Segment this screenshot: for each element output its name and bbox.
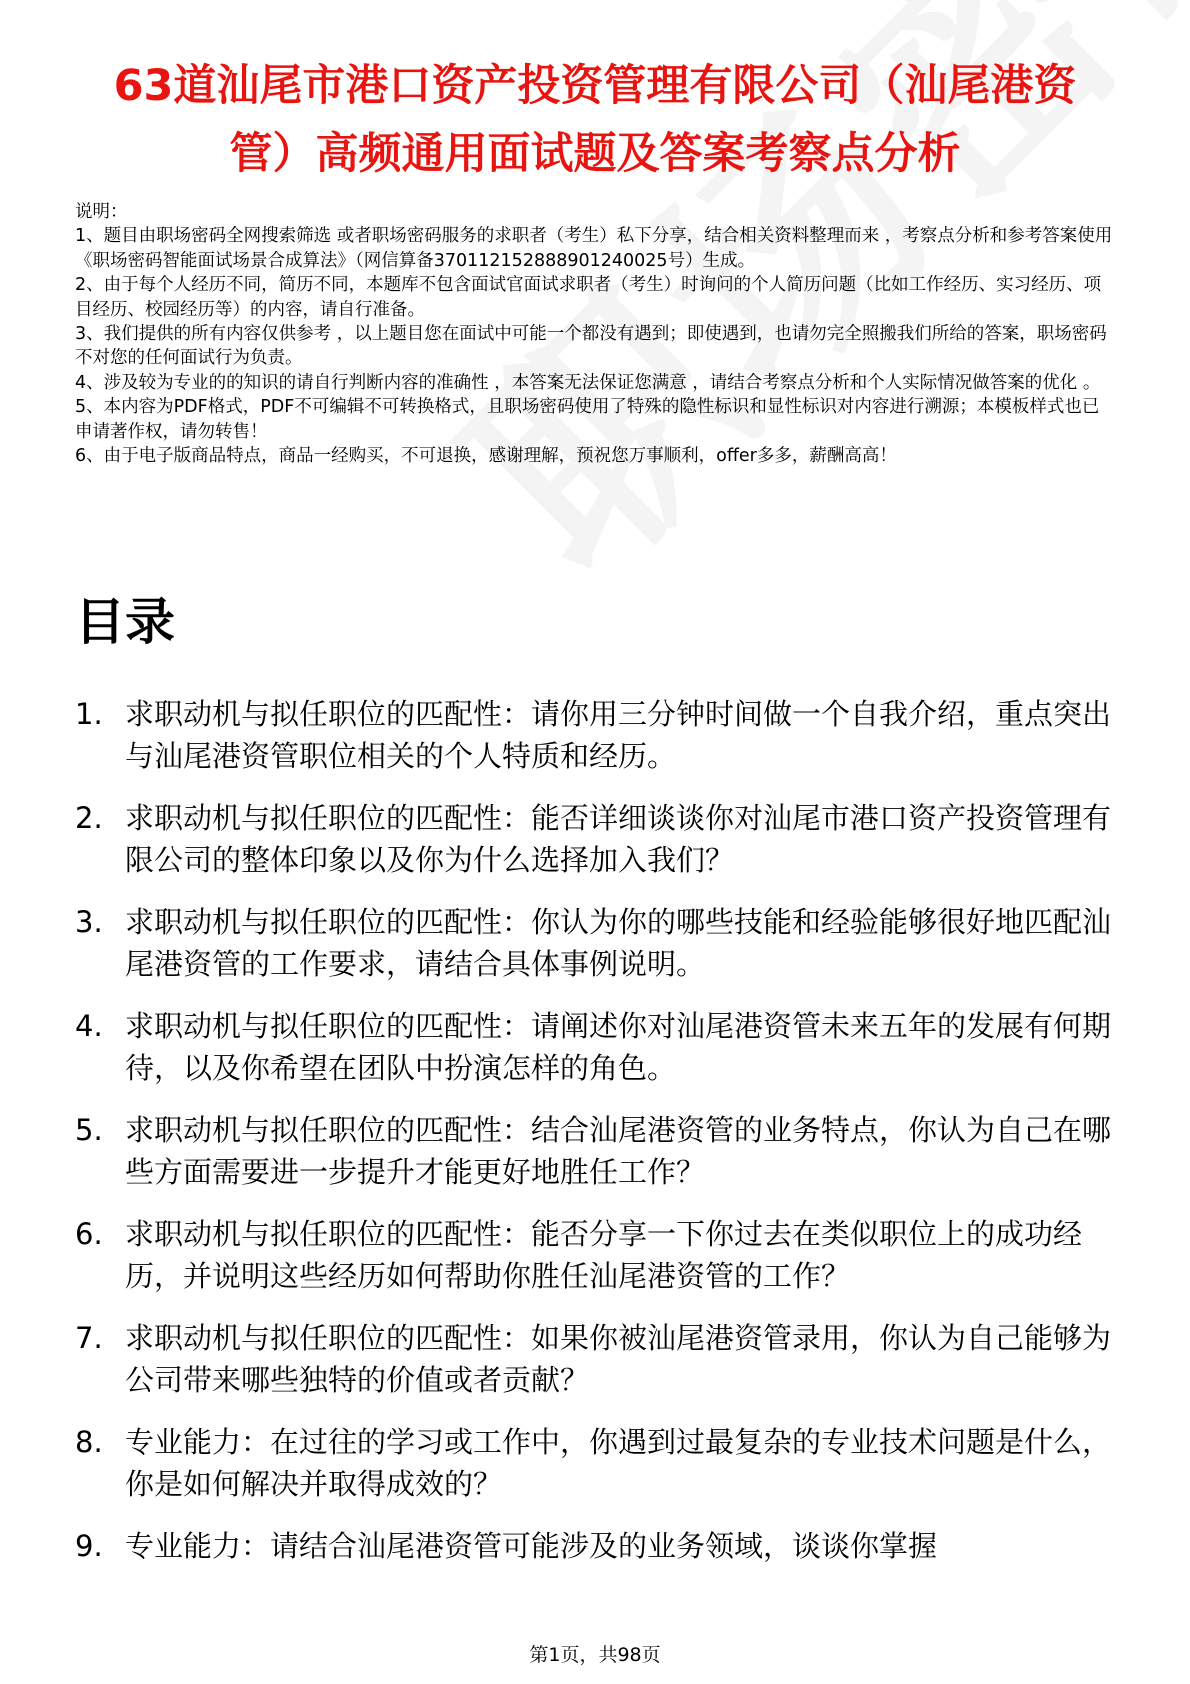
toc-item[interactable] [75,1525,1115,1567]
toc-item[interactable] [75,693,1115,777]
toc-item[interactable] [75,1317,1115,1401]
notes-label: 说明： [75,202,128,222]
toc-item-number: 4. [75,1009,103,1043]
table-of-contents [75,693,1115,1587]
toc-item-text: 求职动机与拟任职位的匹配性：如果你被汕尾港资管录用，你认为自己能够为公司带来哪些独特的价值或者贡献？ [125,1321,1112,1397]
toc-item-number: 8. [75,1425,103,1459]
toc-item[interactable] [75,901,1115,985]
toc-item[interactable] [75,1109,1115,1193]
toc-item-text: 求职动机与拟任职位的匹配性：能否详细谈谈你对汕尾市港口资产投资管理有限公司的整体印象以及你为什么选择加入我们？ [125,801,1112,877]
note-item: 1、题目由职场密码全网搜索筛选 或者职场密码服务的求职者（考生）私下分享，结合相关资料整理而来 ，考察点分析和参考答案使用《职场密码智能面试场景合成算法》（网信算备370112152888901240025号）生成。 [75,226,1113,271]
note-item: 5、本内容为PDF格式，PDF不可编辑不可转换格式，且职场密码使用了特殊的隐性标识和显性标识对内容进行溯源；本模板样式也已申请著作权，请勿转售！ [75,397,1100,442]
note-item: 4、涉及较为专业的的知识的请自行判断内容的准确性 ，本答案无法保证您满意 ，请结合考察点分析和个人实际情况做答案的优化 。 [75,372,1101,393]
toc-item-number: 1. [75,697,103,731]
toc-item-number: 9. [75,1529,103,1563]
toc-item-text: 专业能力：请结合汕尾港资管可能涉及的业务领域，谈谈你掌握 [125,1529,938,1563]
toc-item-text: 求职动机与拟任职位的匹配性：能否分享一下你过去在类似职位上的成功经历，并说明这些经历如何帮助你胜任汕尾港资管的工作？ [125,1217,1083,1293]
toc-item-text: 求职动机与拟任职位的匹配性：请你用三分钟时间做一个自我介绍，重点突出与汕尾港资管职位相关的个人特质和经历。 [125,697,1112,773]
toc-item[interactable] [75,1005,1115,1089]
toc-item-number: 5. [75,1113,103,1147]
toc-item-number: 2. [75,801,103,835]
page-footer: 第1页，共98页 [529,1644,661,1666]
toc-item[interactable] [75,1421,1115,1505]
toc-item-number: 7. [75,1321,103,1355]
toc-item[interactable] [75,1213,1115,1297]
toc-item-text: 求职动机与拟任职位的匹配性：你认为你的哪些技能和经验能够很好地匹配汕尾港资管的工作要求，请结合具体事例说明。 [125,905,1112,981]
toc-item-text: 求职动机与拟任职位的匹配性：结合汕尾港资管的业务特点，你认为自己在哪些方面需要进一步提升才能更好地胜任工作？ [125,1113,1112,1189]
note-item: 3、我们提供的所有内容仅供参考 ，以上题目您在面试中可能一个都没有遇到；即使遇到，也请勿完全照搬我们所给的答案，职场密码不对您的任何面试行为负责。 [75,324,1107,369]
toc-item[interactable] [75,797,1115,881]
document-title: 63道汕尾市港口资产投资管理有限公司（汕尾港资管）高频通用面试题及答案考察点分析 [113,61,1077,179]
toc-heading: 目录 [75,593,175,651]
toc-item-text: 专业能力：在过往的学习或工作中，你遇到过最复杂的专业技术问题是什么，你是如何解决并取得成效的？ [125,1425,1112,1501]
note-item: 6、由于电子版商品特点，商品一经购买，不可退换，感谢理解，预祝您万事顺利，offer多多，薪酬高高！ [75,446,897,467]
toc-item-number: 6. [75,1217,103,1251]
notes-section [75,200,1115,468]
toc-item-text: 求职动机与拟任职位的匹配性：请阐述你对汕尾港资管未来五年的发展有何期待，以及你希望在团队中扮演怎样的角色。 [125,1009,1112,1085]
toc-item-number: 3. [75,905,103,939]
note-item: 2、由于每个人经历不同，简历不同，本题库不包含面试官面试求职者（考生）时询问的个人简历问题（比如工作经历、实习经历、项目经历、校园经历等）的内容，请自行准备。 [75,275,1102,320]
